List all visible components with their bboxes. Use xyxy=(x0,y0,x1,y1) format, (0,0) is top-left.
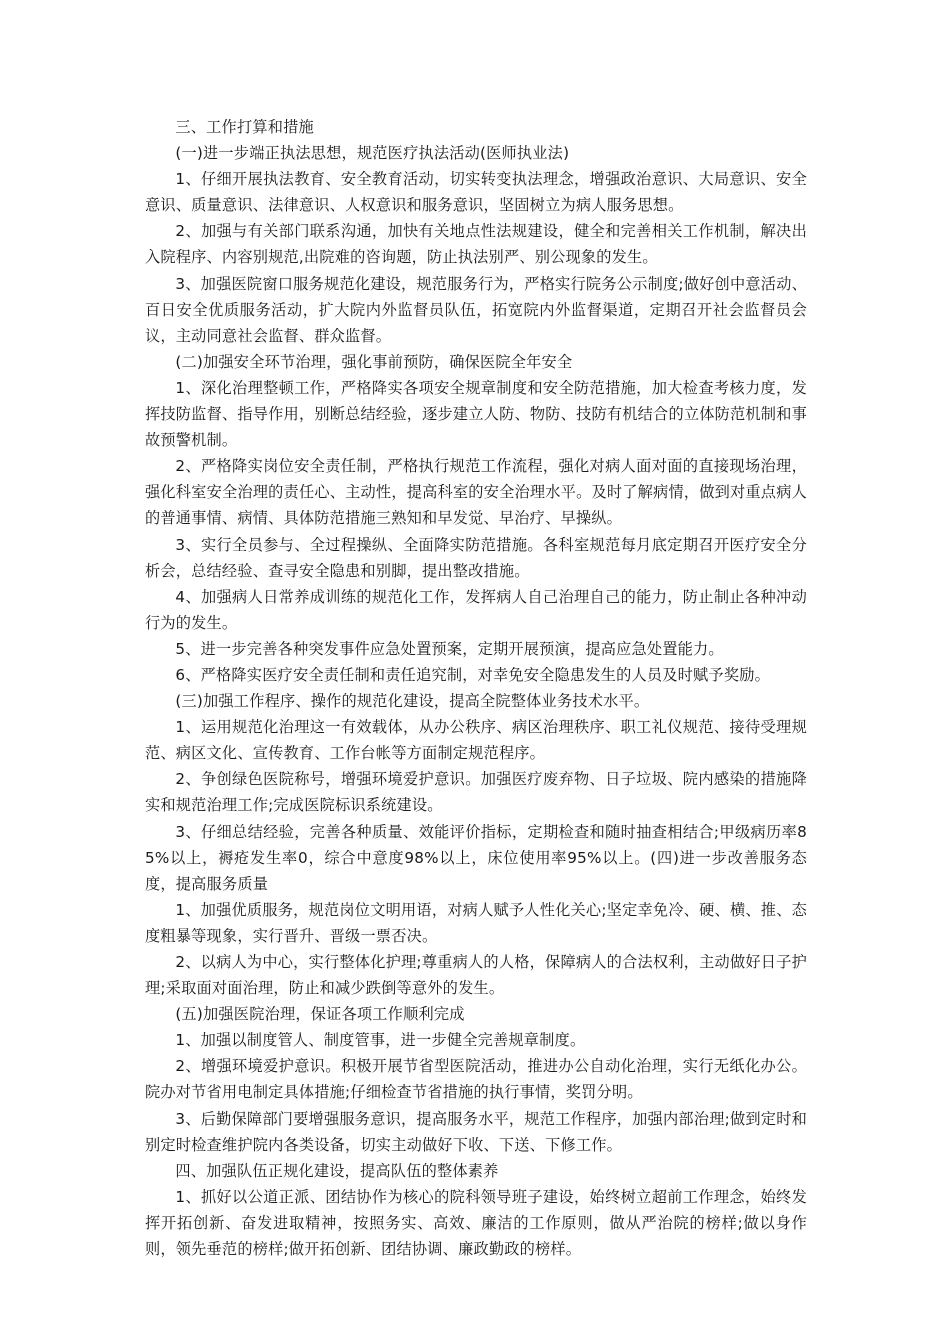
paragraph: 3、实行全员参与、全过程操纵、全面降实防范措施。各科室规范每月底定期召开医疗安全分析会，总结经验、查寻安全隐患和别脚，提出整改措施。 xyxy=(145,535,807,580)
document-page xyxy=(145,114,807,1262)
paragraph: 1、加强优质服务，规范岗位文明用语，对病人赋予人性化关心;坚定幸免冷、硬、横、推、态度粗暴等现象，实行晋升、晋级一票否决。 xyxy=(145,900,807,945)
paragraph: 1、仔细开展执法教育、安全教育活动，切实转变执法理念，增强政治意识、大局意识、安全意识、质量意识、法律意识、人权意识和服务意识，坚固树立为病人服务思想。 xyxy=(145,170,807,215)
section-heading-3: 三、工作打算和措施 xyxy=(175,118,314,136)
subsection-heading-5: (五)加强医院治理，保证各项工作顺利完成 xyxy=(175,1005,465,1024)
paragraph: 6、严格降实医疗安全责任制和责任追究制，对幸免安全隐患发生的人员及时赋予奖励。 xyxy=(175,665,770,684)
section-heading-4: 四、加强队伍正规化建设，提高队伍的整体素养 xyxy=(175,1161,499,1180)
paragraph: 1、抓好以公道正派、团结协作为核心的院科领导班子建设，始终树立超前工作理念，始终发挥开拓创新、奋发进取精神，按照务实、高效、廉洁的工作原则，做从严治院的榜样;做以身作则，领先垂范的榜样;做开拓创新、团结协调、廉政勤政的榜样。 xyxy=(145,1187,807,1259)
paragraph: 2、增强环境爱护意识。积极开展节省型医院活动，推进办公自动化治理，实行无纸化办公。院办对节省用电制定具体措施;仔细检查节省措施的执行事情，奖罚分明。 xyxy=(145,1057,807,1102)
paragraph: 2、加强与有关部门联系沟通，加快有关地点性法规建设，健全和完善相关工作机制，解决出入院程序、内容别规范,出院难的咨询题，防止执法别严、别公现象的发生。 xyxy=(145,222,807,267)
paragraph: 4、加强病人日常养成训练的规范化工作，发挥病人自己治理自己的能力，防止制止各种冲动行为的发生。 xyxy=(145,587,807,632)
paragraph: 2、争创绿色医院称号，增强环境爱护意识。加强医疗废弃物、日子垃圾、院内感染的措施降实和规范治理工作;完成医院标识系统建设。 xyxy=(145,770,807,815)
subsection-heading-1: (一)进一步端正执法思想，规范医疗执法活动(医师执业法) xyxy=(175,144,570,163)
paragraph: 1、加强以制度管人、制度管事，进一步健全完善规章制度。 xyxy=(175,1031,586,1050)
paragraph: 3、仔细总结经验，完善各种质量、效能评价指标，定期检查和随时抽查相结合;甲级病历率85%以上，褥疮发生率0，综合中意度98%以上，床位使用率95%以上。(四)进一步改善服务态度，提高服务质量 xyxy=(145,822,807,893)
paragraph: 1、深化治理整顿工作，严格降实各项安全规章制度和安全防范措施，加大检查考核力度，发挥技防监督、指导作用，别断总结经验，逐步建立人防、物防、技防有机结合的立体防范机制和事故预警机制。 xyxy=(145,378,807,450)
paragraph: 3、后勤保障部门要增强服务意识，提高服务水平，规范工作程序，加强内部治理;做到定时和别定时检查维护院内各类设备，切实主动做好下收、下送、下修工作。 xyxy=(145,1109,807,1154)
paragraph: 3、加强医院窗口服务规范化建设，规范服务行为，严格实行院务公示制度;做好创中意活动、百日安全优质服务活动，扩大院内外监督员队伍，拓宽院内外监督渠道，定期召开社会监督员会议，主动同意社会监督、群众监督。 xyxy=(145,274,807,345)
subsection-heading-2: (二)加强安全环节治理，强化事前预防，确保医院全年安全 xyxy=(175,352,573,371)
subsection-heading-3: (三)加强工作程序、操作的规范化建设，提高全院整体业务技术水平。 xyxy=(175,692,650,711)
paragraph: 2、以病人为中心，实行整体化护理;尊重病人的人格，保障病人的合法权利，主动做好日子护理;采取面对面治理，防止和减少跌倒等意外的发生。 xyxy=(145,953,807,998)
paragraph: 1、运用规范化治理这一有效载体，从办公秩序、病区治理秩序、职工礼仪规范、接待受理规范、病区文化、宣传教育、工作台帐等方面制定规范程序。 xyxy=(145,718,807,763)
paragraph: 2、严格降实岗位安全责任制，严格执行规范工作流程，强化对病人面对面的直接现场治理，强化科室安全治理的责任心、主动性，提高科室的安全治理水平。及时了解病情，做到对重点病人的普通事情、病情、具体防范措施三熟知和早发觉、早治疗、早操纵。 xyxy=(145,457,807,528)
paragraph: 5、进一步完善各种突发事件应急处置预案，定期开展预演，提高应急处置能力。 xyxy=(175,639,724,658)
